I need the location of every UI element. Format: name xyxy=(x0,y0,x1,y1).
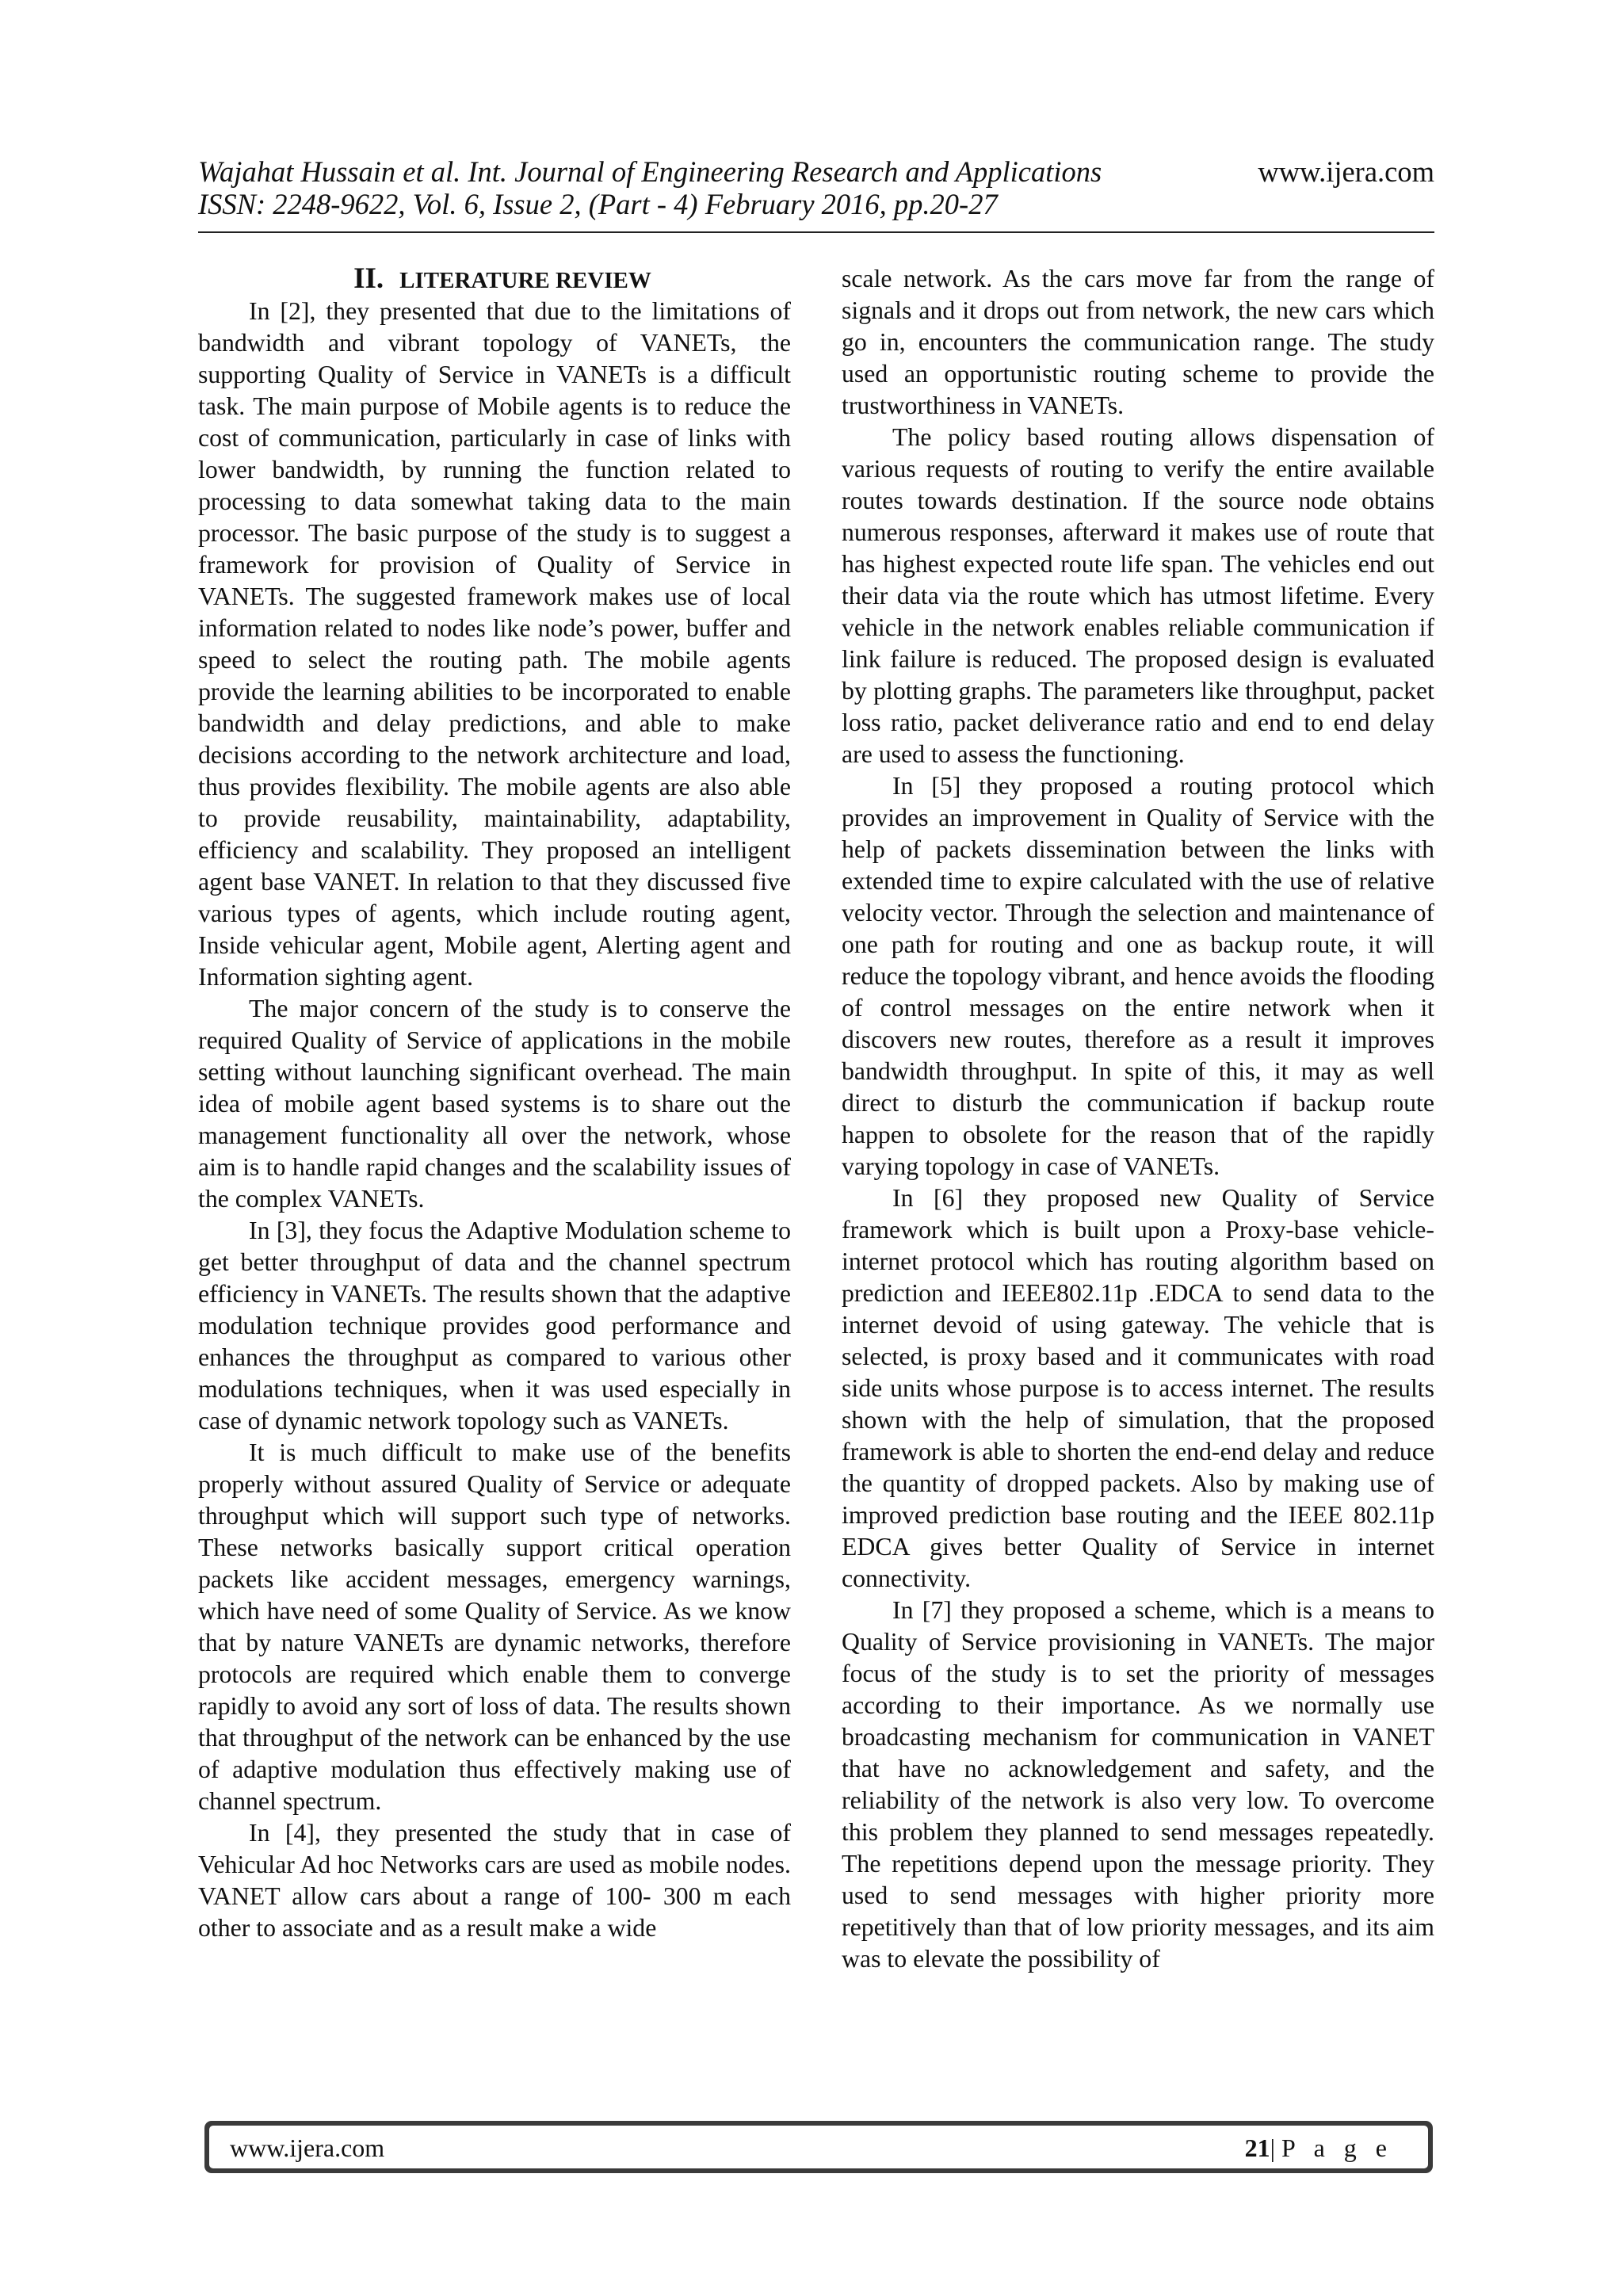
page-indicator xyxy=(1245,2133,1393,2163)
section-number: II. xyxy=(353,262,384,295)
footer-url: www.ijera.com xyxy=(230,2134,385,2162)
paragraph: The policy based routing allows dispensation of various requests of routing to verify the entire available routes towards destination. If the source node obtains numerous responses, afterward it makes use of route that has highest expected route life span. The vehicles end out their data via the route which has utmost lifetime. Every vehicle in the network enables reliable communication if link failure is reduced. The proposed design is evaluated by plotting graphs. The parameters like throughput, packet loss ratio, packet deliverance ratio and end to end delay are used to assess the functioning. xyxy=(842,423,1434,768)
section-heading xyxy=(198,263,791,296)
paragraph: In [4], they presented the study that in case of Vehicular Ad hoc Networks cars are used as mobile nodes. VANET allow cars about a range of 100- 300 m each other to associate and as a result make a wide xyxy=(198,1819,791,1942)
paragraph: In [3], they focus the Adaptive Modulation scheme to get better throughput of data and the channel spectrum efficiency in VANETs. The results shown that the adaptive modulation technique provides good performance and enhances the throughput as compared to various other modulations techniques, when it was used especially in case of dynamic network topology such as VANETs. xyxy=(198,1217,791,1435)
paragraph: In [7] they proposed a scheme, which is a means to Quality of Service provisioning in VANETs. The major focus of the study is to set the priority of messages according to their importance. As we normally use broadcasting mechanism for communication in VANET that have no acknowledgement and safety, and the reliability of the network is also very low. To overcome this problem they planned to send messages repeatedly. The repetitions depend upon the message priority. They used to send messages with higher priority more repetitively than that of low priority messages, and its aim was to elevate the possibility of xyxy=(842,1596,1434,1973)
journal-citation-line: Wajahat Hussain et al. Int. Journal of Engineering Research and Applications xyxy=(198,155,1102,188)
paragraph-continued: scale network. As the cars move far from the range of signals and it drops out from network, the new cars which go in, encounters the communication range. The study used an opportunistic routing scheme to provide the trustworthiness in VANETs. xyxy=(842,265,1434,419)
header-url: www.ijera.com xyxy=(1258,155,1434,188)
paragraph: The major concern of the study is to conserve the required Quality of Service of applications in the mobile setting without launching significant overhead. The main idea of mobile agent based systems is to share out the management functionality all over the network, whose aim is to handle rapid changes and the scalability issues of the complex VANETs. xyxy=(198,995,791,1213)
page-footer xyxy=(204,2121,1433,2173)
paragraph: It is much difficult to make use of the benefits properly without assured Quality of Service or adequate throughput which will support such type of networks. These networks basically support critical operation packets like accident messages, emergency warnings, which have need of some Quality of Service. As we know that by nature VANETs are dynamic networks, therefore protocols are required which enable them to converge rapidly to avoid any sort of loss of data. The results shown that throughput of the network can be enhanced by the use of adaptive modulation thus effectively making use of channel spectrum. xyxy=(198,1438,791,1815)
page-label: |P a g e xyxy=(1270,2134,1393,2162)
paragraph: In [2], they presented that due to the limitations of bandwidth and vibrant topology of VANETs, the supporting Quality of Service in VANETs is a difficult task. The main purpose of Mobile agents is to reduce the cost of communication, particularly in case of links with lower bandwidth, by running the function related to processing to data somewhat taking data to the main processor. The basic purpose of the study is to suggest a framework for provision of Quality of Service in VANETs. The suggested framework makes use of local information related to nodes like node’s power, buffer and speed to select the routing path. The mobile agents provide the learning abilities to be incorporated to enable bandwidth and delay predictions, and able to make decisions according to the network architecture and load, thus provides flexibility. The mobile agents are also able to provide reusability, maintainability, adaptability, efficiency and scalability. They proposed an intelligent agent base VANET. In relation to that they discussed five various types of agents, which include routing agent, Inside vehicular agent, Mobile agent, Alerting agent and Information sighting agent. xyxy=(198,297,791,991)
left-column xyxy=(198,263,791,1944)
paragraph: In [5] they proposed a routing protocol which provides an improvement in Quality of Service with the help of packets dissemination between the links with extended time to expire calculated with the use of relative velocity vector. Through the selection and maintenance of one path for routing and one as backup route, it will reduce the topology vibrant, and hence avoids the flooding of control messages on the entire network when it discovers new routes, therefore as a result it improves bandwidth throughput. In spite of this, it may as well direct to disturb the communication if backup route happen to obsolete for the reason that of the rapidly varying topology in case of VANETs. xyxy=(842,772,1434,1180)
paragraph: In [6] they proposed new Quality of Service framework which is built upon a Proxy-base vehicle-internet protocol which has routing algorithm based on prediction and IEEE802.11p .EDCA to send data to the internet devoid of using gateway. The vehicle that is selected, is proxy based and it communicates with road side units whose purpose is to access internet. The results shown with the help of simulation, that the proposed framework is able to shorten the end-end delay and reduce the quantity of dropped packets. Also by making use of improved prediction base routing and the IEEE 802.11p EDCA gives better Quality of Service in internet connectivity. xyxy=(842,1184,1434,1592)
page-number: 21 xyxy=(1244,2134,1270,2162)
footer-box xyxy=(209,2126,1428,2168)
right-column xyxy=(842,263,1434,1975)
header-rule xyxy=(198,231,1434,233)
issn-line: ISSN: 2248-9622, Vol. 6, Issue 2, (Part - 4) February 2016, pp.20-27 xyxy=(198,188,998,220)
section-title: LITERATURE REVIEW xyxy=(399,268,651,293)
running-header xyxy=(198,155,1434,220)
